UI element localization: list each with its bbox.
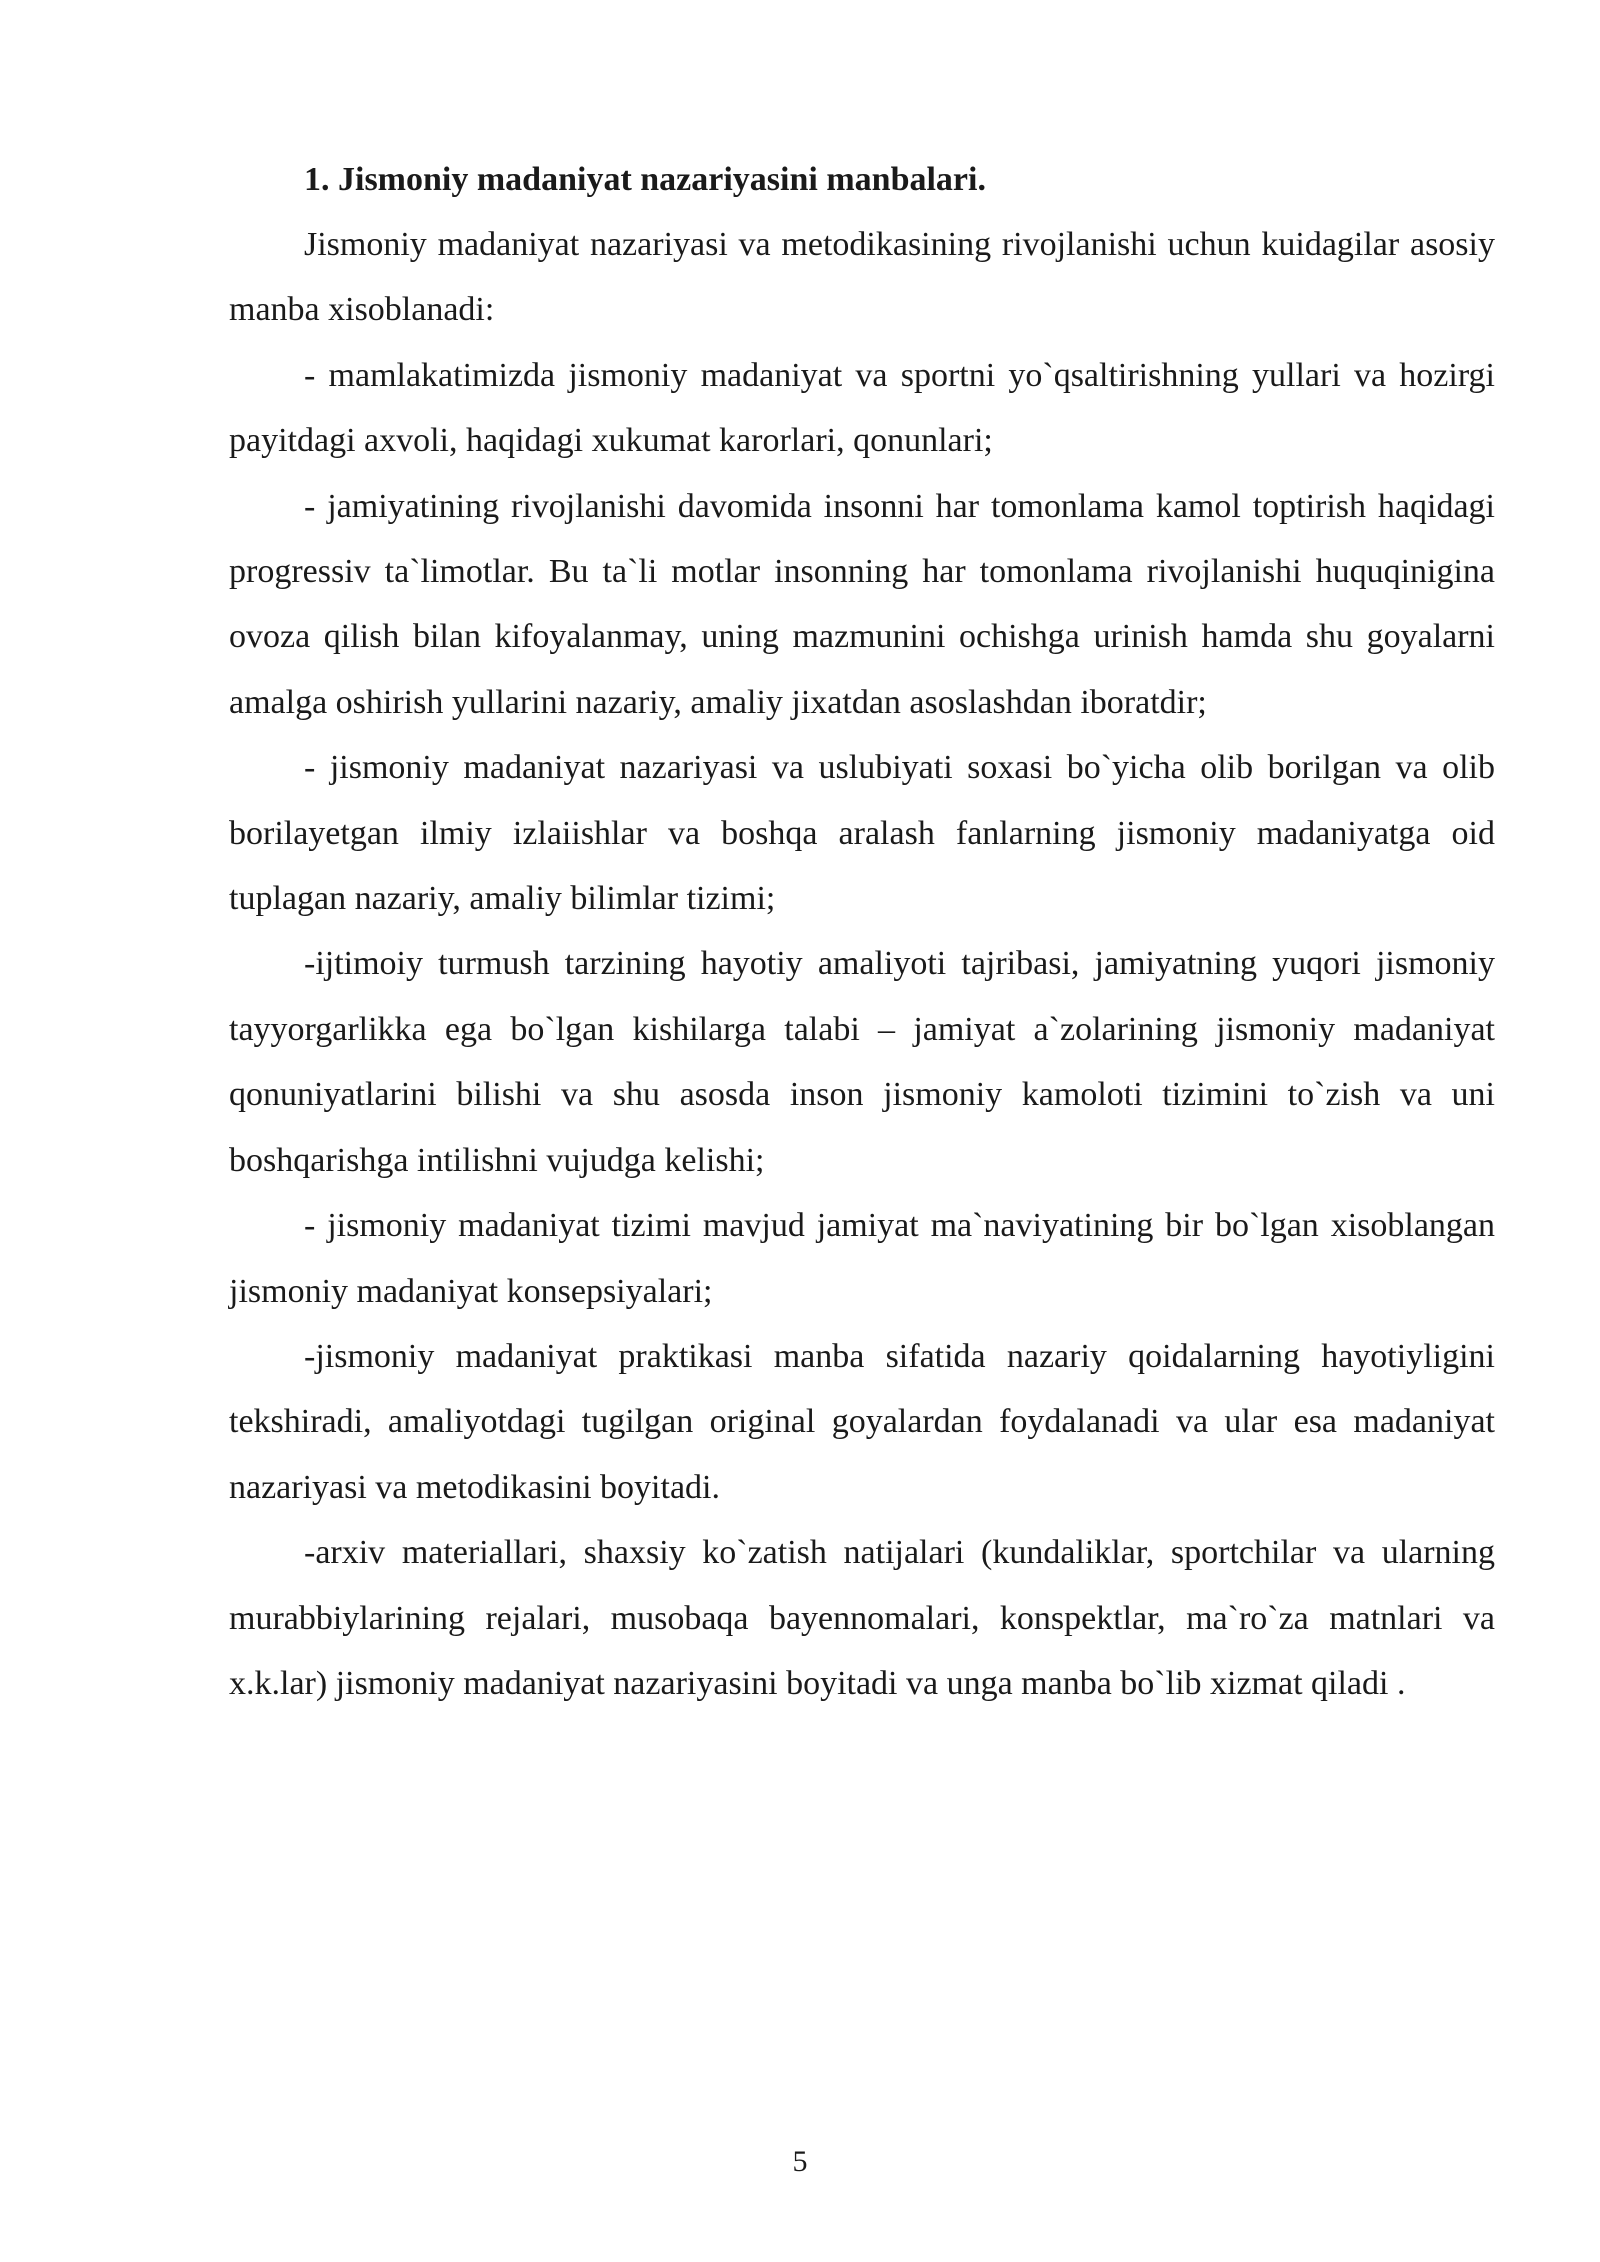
paragraph-government-decisions: - mamlakatimizda jismoniy madaniyat va sportni yo`qsaltirishning yullari va hozirgi payitdagi axvoli, haqidagi xukumat karorlari, qonunlari; [229, 356, 1495, 460]
paragraph-archive-materials: -arxiv materiallari, shaxsiy ko`zatish natijalari (kundaliklar, sportchilar va ularning murabbiylarining rejalari, musobaqa bayennomalari, konspektlar, ma`ro`za matnlari va x.k.lar) jismoniy madaniyat nazariyasini boyitadi va unga manba bo`lib xizmat qiladi . [229, 1534, 1495, 1702]
page-number: 5 [792, 2145, 808, 2178]
paragraph-scientific-research: - jismoniy madaniyat nazariyasi va uslubiyati soxasi bo`yicha olib borilgan va olib borilayetgan ilmiy izlaiishlar va boshqa aralash fanlarning jismoniy madaniyatga oid tuplagan nazariy, amaliy bilimlar tizimi; [229, 749, 1495, 918]
paragraph-social-practice: -ijtimoiy turmush tarzining hayotiy amaliyoti tajribasi, jamiyatning yuqori jismoniy tayyorgarlikka ega bo`lgan kishilarga talabi – jamiyat a`zolarining jismoniy madaniyat qonuniyatlarini bilishi va shu asosda inson jismoniy kamoloti tizimini to`zish va uni boshqarishga intilishni vujudga kelishi; [229, 945, 1495, 1179]
paragraph-intro: Jismoniy madaniyat nazariyasi va metodikasining rivojlanishi uchun kuidagilar asosiy manba xisoblanadi: [229, 226, 1495, 329]
paragraph-concepts: - jismoniy madaniyat tizimi mavjud jamiyat ma`naviyatining bir bo`lgan xisoblangan jismoniy madaniyat konsepsiyalari; [229, 1207, 1495, 1310]
document-page [229, 148, 1495, 1716]
paragraph-practice-source: -jismoniy madaniyat praktikasi manba sifatida nazariy qoidalarning hayotiyligini tekshiradi, amaliyotdagi tugilgan original goyalardan foydalanadi va ular esa madaniyat nazariyasi va metodikasini boyitadi. [229, 1337, 1495, 1506]
section-heading: 1. Jismoniy madaniyat nazariyasini manbalari. [304, 161, 986, 198]
paragraph-progressive-teachings: - jamiyatining rivojlanishi davomida insonni har tomonlama kamol toptirish haqidagi progressiv ta`limotlar. Bu ta`li motlar insonning har tomonlama rivojlanishi huquqinigina ovoza qilish bilan kifoyalanmay, uning mazmunini ochishga urinish hamda shu goyalarni amalga oshirish yullarini nazariy, amaliy jixatdan asoslashdan iboratdir; [229, 487, 1495, 721]
